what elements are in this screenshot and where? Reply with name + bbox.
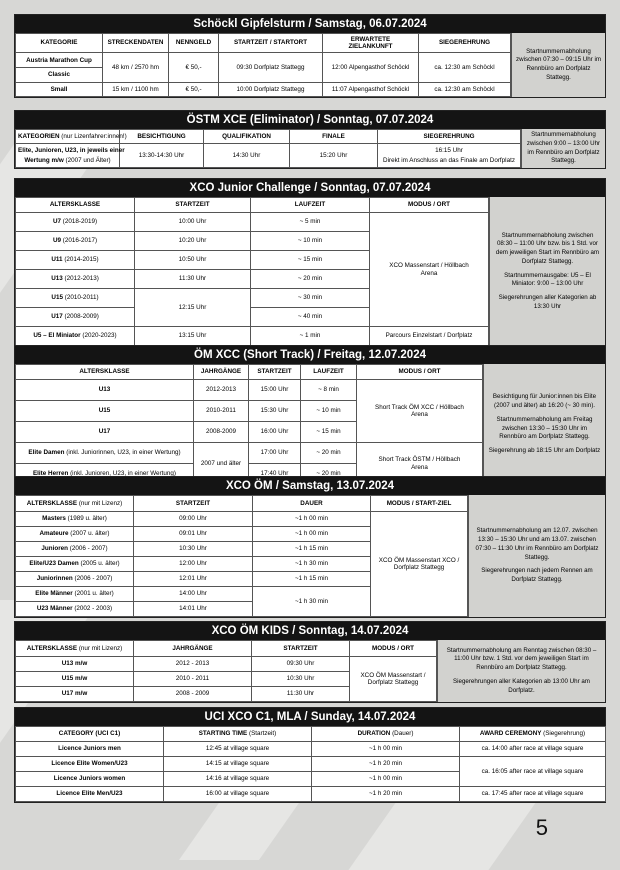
cell: 17:00 Uhr: [249, 443, 301, 464]
cell: ca. 14:00 after race at village square: [460, 742, 606, 757]
section-kids: [14, 621, 606, 703]
col-header: STARTZEIT / STARTORT: [219, 34, 323, 53]
section-xco-oem: [14, 476, 606, 618]
cell: ca. 17:45 after race at village square: [460, 787, 606, 802]
cell: ~ 8 min: [301, 380, 357, 401]
section-title: XCO ÖM / Samstag, 13.07.2024: [15, 477, 605, 495]
section-title: XCO ÖM KIDS / Sonntag, 14.07.2024: [15, 622, 605, 640]
cell: ca. 12:30 am Schöckl: [419, 53, 511, 83]
col-header: LAUFZEIT: [301, 365, 357, 380]
table-row: [16, 742, 606, 757]
cell: 09:00 Uhr: [134, 512, 253, 527]
category: Licence Juniors women: [16, 772, 164, 787]
years: (2014-2015): [64, 256, 99, 264]
cell: ~1 h 00 min: [253, 527, 371, 542]
cell: ~ 40 min: [251, 308, 370, 327]
cell: XCO Massenstart / Höllbach Arena: [370, 213, 489, 327]
table-row: [16, 380, 483, 401]
cell: 48 km / 2570 hm: [103, 53, 169, 83]
cell: 2010-2011: [194, 401, 249, 422]
cell: ~1 h 00 min: [312, 742, 460, 757]
years: (2006 - 2007): [74, 575, 113, 583]
col-header: SIEGEREHRUNG: [419, 34, 511, 53]
cell: € 50,-: [169, 53, 219, 83]
table-row: [16, 443, 483, 464]
cell: 11:30 Uhr: [252, 687, 350, 702]
cell: 14:00 Uhr: [134, 587, 253, 602]
section-uci: [14, 707, 606, 803]
age-class: Elite Herren: [32, 470, 69, 478]
cell: 15:30 Uhr: [249, 401, 301, 422]
schoeckl-table: [15, 33, 511, 97]
section-title: UCI XCO C1, MLA / Sunday, 14.07.2024: [15, 708, 605, 726]
cell: ~1 h 00 min: [312, 772, 460, 787]
years: (2001 u. älter): [74, 590, 114, 598]
category: Elite, Junioren, U23, in jeweils einer: [18, 147, 125, 155]
cell: 2007 und älter: [194, 443, 249, 485]
cell: 11:07 Alpengasthof Schöckl: [323, 83, 419, 97]
col-header: STARTZEIT: [249, 365, 301, 380]
category: Licence Elite Men/U23: [16, 787, 164, 802]
col-header: QUALIFIKATION: [204, 130, 290, 144]
xce-table: [15, 129, 521, 168]
age-class: U15: [51, 294, 63, 302]
category: Austria Marathon Cup: [16, 54, 102, 68]
info-box: [468, 495, 605, 617]
table-row: [16, 213, 489, 232]
years: (2008-2009): [64, 313, 99, 321]
info-text: Startnummernabholung am 12.07. zwischen 13:30 – 15:30 Uhr und am 13.07. zwischen 07:30 – 11:30 Uhr im Rennbüro am Dorfplatz Stattegg.: [475, 527, 599, 561]
col-header: [16, 641, 134, 657]
years: (1989 u. älter): [67, 515, 107, 523]
cell: 14:01 Uhr: [134, 602, 253, 617]
section-schoeckl: [14, 14, 606, 98]
cell: 14:16 at village square: [164, 772, 312, 787]
cell: ~ 5 min: [251, 213, 370, 232]
cell: ~1 h 20 min: [312, 757, 460, 772]
col-header: NENNGELD: [169, 34, 219, 53]
age-class: U15 m/w: [16, 672, 134, 687]
col-header-note: (Startzeit): [248, 730, 277, 738]
years: (2018-2019): [62, 218, 98, 226]
col-header: [312, 727, 460, 742]
age-class: Elite Damen: [28, 449, 65, 457]
age-class: Junioren: [41, 545, 69, 553]
col-header-note: (nur mit Lizenz): [78, 499, 123, 507]
age-class: U23 Männer: [36, 605, 73, 613]
age-class-note: (inkl. Juniorinnen, U23, in einer Wertung): [66, 449, 181, 457]
info-text: Startnummernausgabe: U5 – El Miniator: 9:00 – 13:00 Uhr: [504, 271, 591, 288]
section-short-track: [14, 345, 606, 486]
col-header-note: (Dauer): [392, 730, 414, 738]
cell: ~1 h 00 min: [253, 512, 371, 527]
info-text: Startnummernabholung zwischen 07:30 – 09:15 Uhr im Rennbüro am Dorfplatz Stattegg.: [516, 47, 601, 81]
cell: 15:20 Uhr: [290, 144, 378, 168]
col-header: MODUS / START-ZIEL: [371, 496, 468, 512]
col-header: ALTERSKLASSE: [16, 198, 135, 213]
col-header: BESICHTIGUNG: [120, 130, 204, 144]
kids-table: [15, 640, 437, 702]
col-header-text: AWARD CEREMONY: [479, 730, 542, 738]
years: (2016-2017): [62, 237, 98, 245]
col-header: CATEGORY (UCI C1): [16, 727, 164, 742]
years: (2002 - 2003): [74, 605, 113, 613]
col-header-note: (Siegerehrung): [543, 730, 586, 738]
col-header: [16, 496, 134, 512]
age-class: Juniorinnen: [36, 575, 73, 583]
age-class: U17 m/w: [16, 687, 134, 702]
age-class: U13: [16, 380, 194, 401]
category-sub: Classic: [47, 71, 71, 78]
age-class: Elite Männer: [35, 590, 73, 598]
years: (2012-2013): [64, 275, 99, 283]
cell: ~1 h 15 min: [253, 542, 371, 557]
cell: Short Track ÖSTM / Höllbach Arena: [357, 443, 483, 485]
col-header: MODUS / ORT: [370, 198, 489, 213]
cell: XCO ÖM Massenstart / Dorfplatz Stattegg: [350, 657, 437, 702]
cell: 09:01 Uhr: [134, 527, 253, 542]
cell: 09:30 Uhr: [252, 657, 350, 672]
age-class: U9: [52, 237, 61, 245]
cell: 16:00 Uhr: [249, 422, 301, 443]
table-row: [16, 83, 511, 97]
years: (2010-2011): [64, 294, 99, 302]
cell: 09:30 Dorfplatz Stattegg: [219, 53, 323, 83]
category: Small: [16, 83, 103, 97]
col-header-text: ALTERSKLASSE: [26, 499, 78, 507]
cell: ~ 15 min: [301, 422, 357, 443]
section-title: ÖM XCC (Short Track) / Freitag, 12.07.2024: [15, 346, 605, 364]
info-box: [483, 364, 605, 485]
age-class: U11: [51, 256, 63, 264]
cell: ~1 h 30 min: [253, 557, 371, 572]
cell: ~ 1 min: [251, 327, 370, 346]
cell: 2010 - 2011: [134, 672, 252, 687]
cell: Parcours Einzelstart / Dorfplatz: [370, 327, 489, 346]
category-years: (2007 und Älter): [65, 156, 111, 164]
col-header-text: ALTERSKLASSE: [26, 644, 78, 652]
col-header: STARTZEIT: [252, 641, 350, 657]
uci-table: [15, 726, 606, 802]
cell: 12:01 Uhr: [134, 572, 253, 587]
cell: ~ 20 min: [251, 270, 370, 289]
col-header: MODUS / ORT: [350, 641, 437, 657]
cell: 16:00 at village square: [164, 787, 312, 802]
cell: Short Track ÖM XCC / Höllbach Arena: [357, 380, 483, 443]
age-class: Elite/U23 Damen: [29, 560, 79, 568]
cell: 2008 - 2009: [134, 687, 252, 702]
col-header-text: STARTING TIME: [198, 730, 248, 738]
cell: ~1 h 30 min: [253, 587, 371, 617]
page-number: 5: [535, 815, 548, 840]
col-header: [460, 727, 606, 742]
section-title: XCO Junior Challenge / Sonntag, 07.07.2024: [15, 179, 605, 197]
shorttrack-table: [15, 364, 483, 485]
col-header: STARTZEIT: [134, 496, 253, 512]
info-text: Startnummernabholung am Renntag zwischen 08:30 – 11:00 Uhr bzw. 1 Std. vor dem jeweiligen Start im Rennbüro am Dorfplatz Stattegg.: [446, 646, 597, 672]
col-header: JAHRGÄNGE: [134, 641, 252, 657]
col-header-note: (nur mit Lizenz): [78, 644, 123, 652]
col-header: ALTERSKLASSE: [16, 365, 194, 380]
age-class-note: (inkl. Junioren, U23, in einer Wertung): [70, 470, 177, 478]
cell: ~ 10 min: [301, 401, 357, 422]
cell: ~ 30 min: [251, 289, 370, 308]
age-class: Masters: [42, 515, 66, 523]
info-text: Siegerehrungen aller Kategorien ab 13:30 Uhr: [498, 293, 597, 310]
age-class: U13 m/w: [16, 657, 134, 672]
background-stripe: [179, 800, 301, 860]
section-xce: [14, 110, 606, 169]
info-text: Siegerehrungen aller Kategorien ab 13:00 Uhr am Dorfplatz.: [453, 677, 590, 694]
cell: ~ 20 min: [301, 443, 357, 464]
col-header: [16, 130, 127, 144]
info-text: Startnummernabholung zwischen 9:00 – 13:00 Uhr im Rennbüro am Dorfplatz Stattegg.: [526, 131, 601, 165]
cell: 16:15 Uhr: [435, 147, 463, 155]
junior-table: [15, 197, 489, 346]
col-header-note: (nur Lizenfahrer:innen!): [61, 132, 127, 140]
cell: 11:30 Uhr: [135, 270, 251, 289]
category: Licence Elite Women/U23: [16, 757, 164, 772]
info-text: Startnummernabholung zwischen 08:30 – 11:00 Uhr bzw. bis 1 Std. vor dem jeweiligen Start im Rennbüro am Dorfplatz Stattegg.: [495, 231, 600, 265]
col-header: SIEGEREHRUNG: [378, 130, 521, 144]
years: (2006 - 2007): [69, 545, 108, 553]
cell: ~1 h 15 min: [253, 572, 371, 587]
age-class: U13: [51, 275, 63, 283]
cell: ca. 12:30 am Schöckl: [419, 83, 511, 97]
years: (2005 u. älter): [80, 560, 120, 568]
table-row: [16, 787, 606, 802]
info-box: [521, 129, 605, 168]
age-class: U17: [16, 422, 194, 443]
age-class: U5 – El Miniator: [33, 332, 81, 340]
col-header: LAUFZEIT: [251, 198, 370, 213]
info-text: Startnummernabholung am Freitag zwischen 13:30 – 15:30 Uhr im Rennbüro am Dorfplatz Stattegg.: [496, 415, 593, 441]
table-row: [16, 657, 437, 672]
cell: 13:15 Uhr: [135, 327, 251, 346]
cell: ~ 20 min: [301, 464, 357, 485]
cell: 10:20 Uhr: [135, 232, 251, 251]
cell: 14:15 at village square: [164, 757, 312, 772]
cell: 2008-2009: [194, 422, 249, 443]
info-box: [511, 33, 605, 97]
cell: 13:30-14:30 Uhr: [120, 144, 204, 168]
col-header: STRECKENDATEN: [103, 34, 169, 53]
col-header: FINALE: [290, 130, 378, 144]
col-header: JAHRGÄNGE: [194, 365, 249, 380]
col-header-text: KATEGORIEN: [18, 132, 60, 140]
cell: ~ 10 min: [251, 232, 370, 251]
info-text: Siegerehrung ab 18:15 Uhr am Dorfplatz: [488, 446, 601, 454]
cell: 12:45 at village square: [164, 742, 312, 757]
cell: Direkt im Anschluss an das Finale am Dorfplatz: [383, 156, 515, 164]
age-class: U15: [16, 401, 194, 422]
cell: 10:30 Uhr: [252, 672, 350, 687]
age-class: Amateure: [39, 530, 69, 538]
col-header: ERWARTETE ZIELANKUNFT: [323, 34, 419, 53]
section-title: Schöckl Gipfelsturm / Samstag, 06.07.2024: [15, 15, 605, 33]
years: (2020-2023): [82, 332, 117, 340]
cell: 15 km / 1100 hm: [103, 83, 169, 97]
cell: XCO ÖM Massenstart XCO / Dorfplatz Stattegg: [371, 512, 468, 617]
category: Licence Juniors men: [16, 742, 164, 757]
table-row: [16, 53, 511, 83]
col-header: DAUER: [253, 496, 371, 512]
cell: 2012-2013: [194, 380, 249, 401]
col-header: KATEGORIE: [16, 34, 103, 53]
age-class: U17: [51, 313, 63, 321]
info-box: [489, 197, 605, 346]
cell: 12:00 Uhr: [134, 557, 253, 572]
info-text: Besichtigung für Junior:innen bis Elite (2007 und älter) ab 16:20 (~ 30 min).: [492, 393, 597, 410]
cell: ~1 h 20 min: [312, 787, 460, 802]
age-class: U7: [52, 218, 61, 226]
info-box: [437, 640, 605, 702]
cell: 14:30 Uhr: [204, 144, 290, 168]
table-row: [16, 144, 521, 168]
col-header: STARTZEIT: [135, 198, 251, 213]
xcoom-table: [15, 495, 468, 617]
table-row: [16, 757, 606, 772]
table-row: [16, 512, 468, 527]
cell: 15:00 Uhr: [249, 380, 301, 401]
section-title: ÖSTM XCE (Eliminator) / Sonntag, 07.07.2024: [15, 111, 605, 129]
info-text: Siegerehrungen nach jedem Rennen am Dorfplatz Stattegg.: [481, 567, 593, 583]
cell: ca. 16:05 after race at village square: [460, 757, 606, 787]
cell: 2012 - 2013: [134, 657, 252, 672]
cell: ~ 15 min: [251, 251, 370, 270]
cell: 10:30 Uhr: [134, 542, 253, 557]
cell: 10:00 Uhr: [135, 213, 251, 232]
cell: 10:00 Dorfplatz Stattegg: [219, 83, 323, 97]
col-header: [164, 727, 312, 742]
cell: 17:40 Uhr: [249, 464, 301, 485]
table-row: [16, 327, 489, 346]
cell: € 50,-: [169, 83, 219, 97]
category-sub: Wertung m/w: [24, 156, 64, 164]
col-header: MODUS / ORT: [357, 365, 483, 380]
years: (2007 u. älter): [70, 530, 110, 538]
cell: 10:50 Uhr: [135, 251, 251, 270]
cell: 12:00 Alpengasthof Schöckl: [323, 53, 419, 83]
section-junior-challenge: [14, 178, 606, 347]
col-header-text: DURATION: [357, 730, 391, 738]
cell: 12:15 Uhr: [135, 289, 251, 327]
